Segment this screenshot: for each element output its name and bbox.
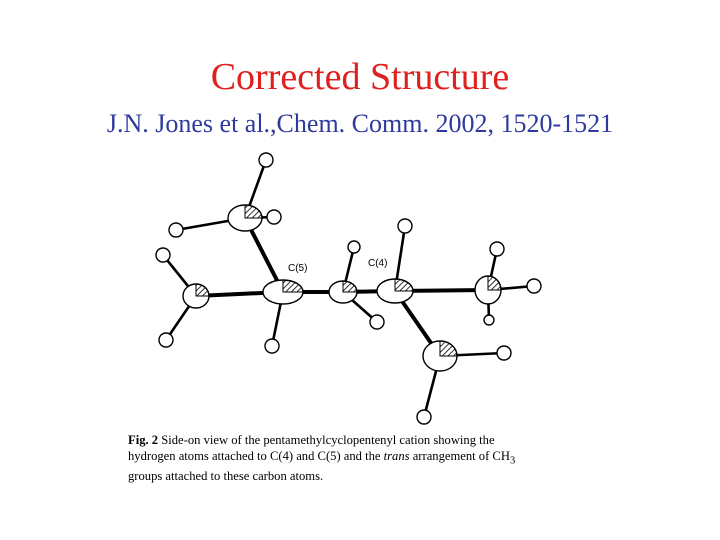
caption-line3: groups attached to these carbon atoms. xyxy=(128,468,324,483)
atom-label-c4: C(4) xyxy=(368,258,388,269)
citation: J.N. Jones et al.,Chem. Comm. 2002, 1520-1521 xyxy=(106,109,614,138)
carbon-atom-c5 xyxy=(263,280,303,304)
caption-trans: trans xyxy=(383,448,410,463)
carbon-atom-methyl-left xyxy=(183,284,209,308)
caption-line1: Side-on view of the pentamethylcyclopentenyl cation showing the xyxy=(161,433,495,447)
figure-caption xyxy=(128,433,578,484)
caption-line2-pre: hydrogen atoms attached to C(4) and C(5) and the xyxy=(128,448,384,463)
caption-line2-post: arrangement of CH xyxy=(409,448,510,463)
carbon-atom-c4 xyxy=(377,279,413,303)
atom-label-c5: C(5) xyxy=(288,263,308,274)
carbon-atom-methyl-bottom xyxy=(423,341,457,371)
caption-subscript: 3 xyxy=(509,455,516,467)
carbon-atoms xyxy=(183,205,501,371)
carbon-atom-methyl-top xyxy=(228,205,262,231)
slide-title: Corrected Structure xyxy=(210,56,510,98)
carbon-atom-ring xyxy=(329,281,357,303)
carbon-atom-methyl-right xyxy=(475,276,501,304)
figure-ref: Fig. 2 xyxy=(128,433,159,447)
